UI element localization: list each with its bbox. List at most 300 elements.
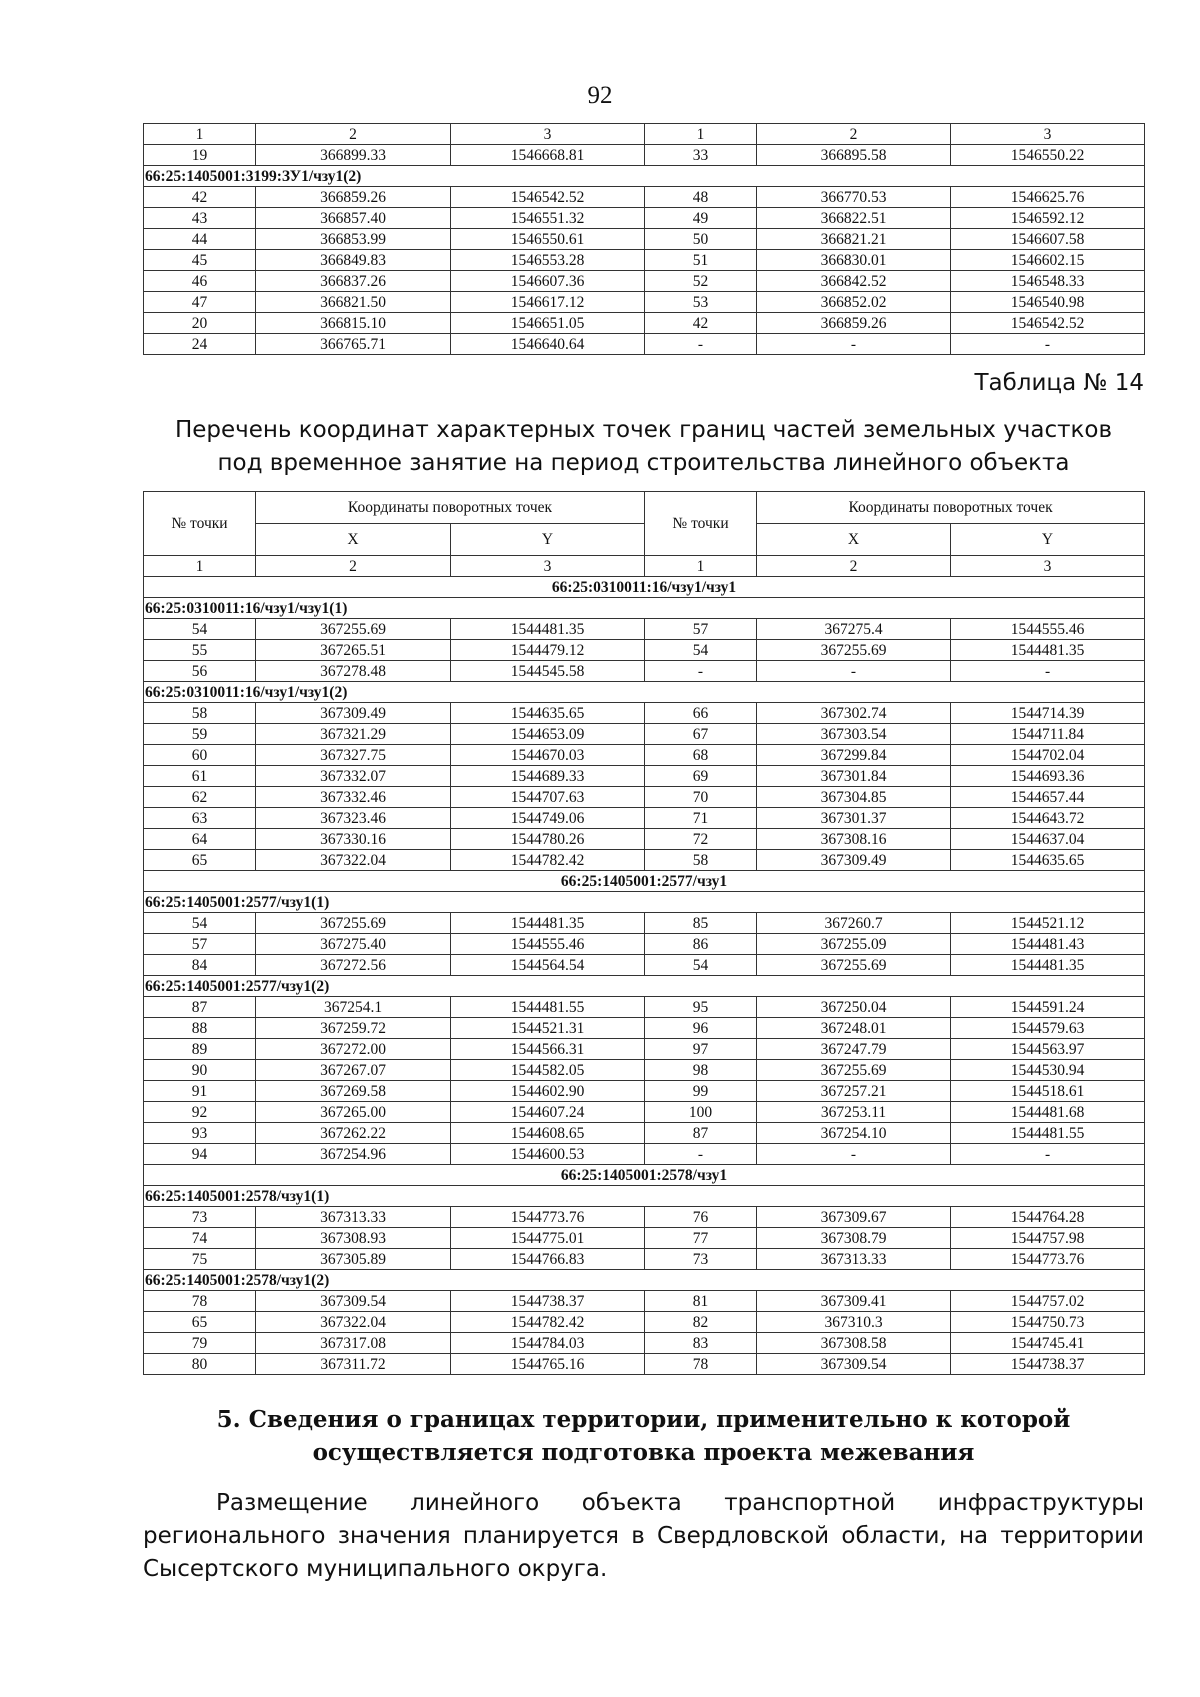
table-cell: 53	[645, 292, 757, 313]
table-cell: 62	[144, 787, 256, 808]
table-cell: 66	[645, 703, 757, 724]
table-cell: 1546640.64	[451, 334, 645, 355]
table-cell: 1544637.04	[951, 829, 1145, 850]
table-row	[144, 1144, 1145, 1165]
table-cell: 367250.04	[757, 997, 951, 1018]
table-cell: 1544555.46	[951, 619, 1145, 640]
table-cell: 1544702.04	[951, 745, 1145, 766]
part-label: 66:25:1405001:2578/чзу1(1)	[144, 1186, 1145, 1207]
table-cell: 1544780.26	[451, 829, 645, 850]
table-cell: 1544750.73	[951, 1312, 1145, 1333]
table-cell: 1544738.37	[451, 1291, 645, 1312]
table-row	[144, 640, 1145, 661]
table-cell: 1544653.09	[451, 724, 645, 745]
table-cell: 366821.21	[757, 229, 951, 250]
table-cell: 71	[645, 808, 757, 829]
table-cell: 91	[144, 1081, 256, 1102]
table-row	[144, 145, 1145, 166]
column-number-row	[144, 556, 1145, 577]
table-cell: 1544607.24	[451, 1102, 645, 1123]
table-cell: 366853.99	[256, 229, 451, 250]
column-number-cell: 2	[256, 556, 451, 577]
table-row	[144, 1312, 1145, 1333]
table-cell: 367278.48	[256, 661, 451, 682]
table-cell: 367309.67	[757, 1207, 951, 1228]
table-cell: 367327.75	[256, 745, 451, 766]
table-cell: 367257.21	[757, 1081, 951, 1102]
header-x: X	[256, 524, 451, 556]
table-cell: 86	[645, 934, 757, 955]
table-row	[144, 313, 1145, 334]
table-cell: 367265.00	[256, 1102, 451, 1123]
table-cell: 72	[645, 829, 757, 850]
section-heading	[143, 1403, 1144, 1469]
table-row	[144, 745, 1145, 766]
table-cell: 1544670.03	[451, 745, 645, 766]
table-cell: 1546540.98	[951, 292, 1145, 313]
column-number-cell: 1	[144, 124, 256, 145]
table-cell: 367313.33	[757, 1249, 951, 1270]
table-cell: -	[951, 661, 1145, 682]
table-cell: 367309.49	[256, 703, 451, 724]
table-cell: 52	[645, 271, 757, 292]
table-row	[144, 1123, 1145, 1144]
table-cell: 367260.7	[757, 913, 951, 934]
table-cell: 93	[144, 1123, 256, 1144]
table-cell: 1544657.44	[951, 787, 1145, 808]
table-row	[144, 1207, 1145, 1228]
table-cell: 54	[144, 619, 256, 640]
table-cell: 366830.01	[757, 250, 951, 271]
table-cell: 1544579.63	[951, 1018, 1145, 1039]
table-cell: 367308.58	[757, 1333, 951, 1354]
table-cell: 64	[144, 829, 256, 850]
table-cell: 1546548.33	[951, 271, 1145, 292]
table-cell: 1544757.02	[951, 1291, 1145, 1312]
table-cell: 49	[645, 208, 757, 229]
table-cell: 367259.72	[256, 1018, 451, 1039]
table-cell: 1544479.12	[451, 640, 645, 661]
table-cell: 1546542.52	[951, 313, 1145, 334]
parcel-label: 66:25:0310011:16/чзу1/чзу1	[144, 577, 1145, 598]
table-cell: 1544481.35	[951, 640, 1145, 661]
table-cell: 47	[144, 292, 256, 313]
table-cell: 367254.1	[256, 997, 451, 1018]
table-cell: 366852.02	[757, 292, 951, 313]
header-point-number: № точки	[645, 492, 757, 556]
table-cell: 367254.96	[256, 1144, 451, 1165]
column-number-cell: 2	[757, 556, 951, 577]
table-cell: 24	[144, 334, 256, 355]
table-row	[144, 1354, 1145, 1375]
part-label: 66:25:1405001:2578/чзу1(2)	[144, 1270, 1145, 1291]
table-cell: 1544782.42	[451, 1312, 645, 1333]
table-row	[144, 1081, 1145, 1102]
table-row	[144, 850, 1145, 871]
table-cell: 67	[645, 724, 757, 745]
table-row	[144, 808, 1145, 829]
column-number-cell: 3	[951, 124, 1145, 145]
table-cell: 367311.72	[256, 1354, 451, 1375]
table-cell: 366899.33	[256, 145, 451, 166]
table-cell: 90	[144, 1060, 256, 1081]
table-row	[144, 1102, 1145, 1123]
table-cell: 89	[144, 1039, 256, 1060]
table-cell: 84	[144, 955, 256, 976]
table-cell: 1544481.35	[951, 955, 1145, 976]
table-cell: 48	[645, 187, 757, 208]
table-title	[143, 414, 1144, 480]
table-cell: 1544745.41	[951, 1333, 1145, 1354]
table-cell: 1544707.63	[451, 787, 645, 808]
table-cell: 75	[144, 1249, 256, 1270]
header-y: Y	[451, 524, 645, 556]
column-number-cell: 3	[951, 556, 1145, 577]
table-row	[144, 787, 1145, 808]
table-cell: 20	[144, 313, 256, 334]
table-cell: 58	[144, 703, 256, 724]
header-row	[144, 492, 1145, 524]
table-cell: -	[951, 334, 1145, 355]
table-cell: 367322.04	[256, 850, 451, 871]
table-cell: 1544591.24	[951, 997, 1145, 1018]
table-cell: 1546551.32	[451, 208, 645, 229]
table-row	[144, 661, 1145, 682]
table-cell: 367255.69	[757, 640, 951, 661]
table-cell: 1544766.83	[451, 1249, 645, 1270]
table-cell: 367303.54	[757, 724, 951, 745]
table-cell: 1544773.76	[951, 1249, 1145, 1270]
table-cell: 366859.26	[256, 187, 451, 208]
table-cell: 1544481.68	[951, 1102, 1145, 1123]
table-cell: 61	[144, 766, 256, 787]
table-cell: 366837.26	[256, 271, 451, 292]
coordinates-table-continued-body	[144, 124, 1145, 355]
table-cell: 366842.52	[757, 271, 951, 292]
table-cell: 367309.54	[757, 1354, 951, 1375]
table-cell: 1546668.81	[451, 145, 645, 166]
table-cell: 42	[645, 313, 757, 334]
table-cell: 367302.74	[757, 703, 951, 724]
part-label: 66:25:1405001:2577/чзу1(2)	[144, 976, 1145, 997]
column-number-cell: 1	[144, 556, 256, 577]
table-cell: 367275.40	[256, 934, 451, 955]
table-cell: 65	[144, 850, 256, 871]
part-header-row	[144, 1186, 1145, 1207]
table-cell: 1544566.31	[451, 1039, 645, 1060]
table-cell: 46	[144, 271, 256, 292]
table-cell: 95	[645, 997, 757, 1018]
table-cell: 1544481.55	[451, 997, 645, 1018]
table-cell: 367248.01	[757, 1018, 951, 1039]
table-cell: 1544689.33	[451, 766, 645, 787]
coordinates-table-14-body	[144, 556, 1145, 1375]
section-heading-line-1: 5. Сведения о границах территории, применительно к которой	[216, 1406, 1071, 1433]
table-row	[144, 1060, 1145, 1081]
table-row	[144, 250, 1145, 271]
table-cell: 81	[645, 1291, 757, 1312]
column-number-cell: 3	[451, 124, 645, 145]
table-title-line-2: под временное занятие на период строительства линейного объекта	[217, 450, 1070, 476]
table-cell: 78	[645, 1354, 757, 1375]
table-cell: 367275.4	[757, 619, 951, 640]
table-row	[144, 913, 1145, 934]
table-cell: 1544545.58	[451, 661, 645, 682]
table-row	[144, 724, 1145, 745]
table-cell: 367308.93	[256, 1228, 451, 1249]
table-cell: 1544738.37	[951, 1354, 1145, 1375]
table-cell: 367323.46	[256, 808, 451, 829]
table-cell: 82	[645, 1312, 757, 1333]
part-label: 66:25:0310011:16/чзу1/чзу1(2)	[144, 682, 1145, 703]
table-cell: 1546651.05	[451, 313, 645, 334]
part-label: 66:25:1405001:2577/чзу1(1)	[144, 892, 1145, 913]
table-cell: -	[645, 661, 757, 682]
column-number-cell: 3	[451, 556, 645, 577]
table-row	[144, 829, 1145, 850]
coordinates-table-continued	[143, 123, 1145, 355]
page-number: 92	[587, 82, 613, 109]
column-number-cell: 1	[645, 556, 757, 577]
part-header-row	[144, 976, 1145, 997]
table-cell: -	[757, 1144, 951, 1165]
header-coordinates: Координаты поворотных точек	[256, 492, 645, 524]
table-cell: 85	[645, 913, 757, 934]
table-cell: 1544635.65	[451, 703, 645, 724]
table-cell: 70	[645, 787, 757, 808]
table-cell: 366857.40	[256, 208, 451, 229]
table-title-line-1: Перечень координат характерных точек границ частей земельных участков	[174, 417, 1113, 443]
table-cell: 367255.69	[757, 1060, 951, 1081]
table-cell: 367310.3	[757, 1312, 951, 1333]
parcel-header-row	[144, 871, 1145, 892]
table-cell: 33	[645, 145, 757, 166]
table-cell: 367308.16	[757, 829, 951, 850]
table-cell: 92	[144, 1102, 256, 1123]
column-number-cell: 2	[256, 124, 451, 145]
table-cell: 1544693.36	[951, 766, 1145, 787]
table-cell: 367253.11	[757, 1102, 951, 1123]
table-cell: 1546550.22	[951, 145, 1145, 166]
table-cell: 50	[645, 229, 757, 250]
table-cell: 1546607.36	[451, 271, 645, 292]
table-cell: 1544481.43	[951, 934, 1145, 955]
table-cell: 69	[645, 766, 757, 787]
table-cell: 367301.37	[757, 808, 951, 829]
table-cell: 367313.33	[256, 1207, 451, 1228]
parcel-label: 66:25:1405001:2578/чзу1	[144, 1165, 1145, 1186]
table-cell: 366822.51	[757, 208, 951, 229]
table-cell: 367332.46	[256, 787, 451, 808]
table-cell: 367267.07	[256, 1060, 451, 1081]
table-cell: 367272.56	[256, 955, 451, 976]
header-y: Y	[951, 524, 1145, 556]
parcel-header-row	[144, 1165, 1145, 1186]
table-cell: 1544757.98	[951, 1228, 1145, 1249]
table-cell: 1546602.15	[951, 250, 1145, 271]
table-cell: 1544563.97	[951, 1039, 1145, 1060]
header-x: X	[757, 524, 951, 556]
table-cell: 1546607.58	[951, 229, 1145, 250]
table-cell: 367255.09	[757, 934, 951, 955]
table-cell: 1544564.54	[451, 955, 645, 976]
table-cell: 1544714.39	[951, 703, 1145, 724]
table-cell: 367309.41	[757, 1291, 951, 1312]
table-cell: 76	[645, 1207, 757, 1228]
table-cell: 366849.83	[256, 250, 451, 271]
table-cell: 367247.79	[757, 1039, 951, 1060]
table-cell: 94	[144, 1144, 256, 1165]
table-cell: 58	[645, 850, 757, 871]
table-cell: 1544764.28	[951, 1207, 1145, 1228]
table-label: Таблица № 14	[974, 370, 1144, 396]
table-cell: 367332.07	[256, 766, 451, 787]
table-cell: 80	[144, 1354, 256, 1375]
body-paragraph: Размещение линейного объекта транспортной инфраструктуры регионального значения планируется в Свердловской области, на территории Сысертского муниципального округа.	[143, 1490, 1144, 1582]
table-row	[144, 208, 1145, 229]
table-cell: 367322.04	[256, 1312, 451, 1333]
table-cell: 79	[144, 1333, 256, 1354]
table-cell: 1544481.35	[451, 619, 645, 640]
table-cell: 367309.54	[256, 1291, 451, 1312]
table-row	[144, 1228, 1145, 1249]
table-cell: 88	[144, 1018, 256, 1039]
table-cell: 78	[144, 1291, 256, 1312]
table-cell: 366770.53	[757, 187, 951, 208]
table-cell: 1544530.94	[951, 1060, 1145, 1081]
table-cell: 367262.22	[256, 1123, 451, 1144]
table-cell: 1544518.61	[951, 1081, 1145, 1102]
table-row	[144, 1039, 1145, 1060]
table-cell: 367308.79	[757, 1228, 951, 1249]
table-cell: -	[757, 334, 951, 355]
table-cell: 367299.84	[757, 745, 951, 766]
section-heading-line-2: осуществляется подготовка проекта межевания	[312, 1439, 975, 1466]
parcel-header-row	[144, 577, 1145, 598]
table-row	[144, 271, 1145, 292]
table-cell: 367269.58	[256, 1081, 451, 1102]
table-cell: 1546553.28	[451, 250, 645, 271]
table-row	[144, 334, 1145, 355]
table-cell: 19	[144, 145, 256, 166]
table-row	[144, 1249, 1145, 1270]
header-subrow	[144, 524, 1145, 556]
table-cell: 56	[144, 661, 256, 682]
table-cell: 1544608.65	[451, 1123, 645, 1144]
table-cell: -	[951, 1144, 1145, 1165]
table-row	[144, 187, 1145, 208]
part-header-row	[144, 682, 1145, 703]
table-cell: 367301.84	[757, 766, 951, 787]
table-cell: 367304.85	[757, 787, 951, 808]
table-cell: 1544711.84	[951, 724, 1145, 745]
table-cell: 45	[144, 250, 256, 271]
table-row	[144, 997, 1145, 1018]
table-cell: 77	[645, 1228, 757, 1249]
table-cell: 54	[645, 955, 757, 976]
table-cell: 1544602.90	[451, 1081, 645, 1102]
table-cell: 1544784.03	[451, 1333, 645, 1354]
table-cell: 366895.58	[757, 145, 951, 166]
table-cell: -	[645, 334, 757, 355]
table-cell: 367255.69	[256, 619, 451, 640]
parcel-label: 66:25:1405001:2577/чзу1	[144, 871, 1145, 892]
table-cell: 54	[645, 640, 757, 661]
table-cell: 367321.29	[256, 724, 451, 745]
column-number-cell: 2	[757, 124, 951, 145]
table-cell: 1546625.76	[951, 187, 1145, 208]
part-label: 66:25:0310011:16/чзу1/чзу1(1)	[144, 598, 1145, 619]
table-cell: 44	[144, 229, 256, 250]
table-cell: 1544749.06	[451, 808, 645, 829]
table-header	[144, 492, 1145, 556]
table-cell: 59	[144, 724, 256, 745]
table-cell: 57	[645, 619, 757, 640]
table-cell: 1544773.76	[451, 1207, 645, 1228]
table-cell: 43	[144, 208, 256, 229]
table-cell: 96	[645, 1018, 757, 1039]
table-cell: 73	[144, 1207, 256, 1228]
table-cell: 367317.08	[256, 1333, 451, 1354]
table-cell: 1546592.12	[951, 208, 1145, 229]
table-cell: 54	[144, 913, 256, 934]
table-cell: 1544582.05	[451, 1060, 645, 1081]
table-cell: 87	[144, 997, 256, 1018]
table-row	[144, 703, 1145, 724]
table-row	[144, 619, 1145, 640]
table-cell: 366821.50	[256, 292, 451, 313]
table-cell: 367305.89	[256, 1249, 451, 1270]
table-row	[144, 1018, 1145, 1039]
table-row	[144, 292, 1145, 313]
table-cell: 51	[645, 250, 757, 271]
table-row	[144, 955, 1145, 976]
table-cell: 366815.10	[256, 313, 451, 334]
part-header-row	[144, 1270, 1145, 1291]
table-cell: 367255.69	[256, 913, 451, 934]
table-cell: 97	[645, 1039, 757, 1060]
column-number-cell: 1	[645, 124, 757, 145]
table-row	[144, 1291, 1145, 1312]
table-row	[144, 1333, 1145, 1354]
table-cell: 1544600.53	[451, 1144, 645, 1165]
table-cell: 1544635.65	[951, 850, 1145, 871]
table-cell: 65	[144, 1312, 256, 1333]
table-cell: 367265.51	[256, 640, 451, 661]
table-cell: 57	[144, 934, 256, 955]
table-cell: 100	[645, 1102, 757, 1123]
table-cell: 1546617.12	[451, 292, 645, 313]
table-cell: 73	[645, 1249, 757, 1270]
table-cell: 42	[144, 187, 256, 208]
table-cell: 367255.69	[757, 955, 951, 976]
table-cell: 55	[144, 640, 256, 661]
table-cell: 1544782.42	[451, 850, 645, 871]
coordinates-table-14	[143, 491, 1145, 1375]
table-cell: 367254.10	[757, 1123, 951, 1144]
table-cell: 1544555.46	[451, 934, 645, 955]
header-point-number: № точки	[144, 492, 256, 556]
table-cell: 63	[144, 808, 256, 829]
part-header-row	[144, 166, 1145, 187]
table-cell: 83	[645, 1333, 757, 1354]
table-cell: 367309.49	[757, 850, 951, 871]
table-cell: -	[645, 1144, 757, 1165]
table-cell: 74	[144, 1228, 256, 1249]
table-cell: 366859.26	[757, 313, 951, 334]
table-cell: 1544765.16	[451, 1354, 645, 1375]
table-cell: -	[757, 661, 951, 682]
